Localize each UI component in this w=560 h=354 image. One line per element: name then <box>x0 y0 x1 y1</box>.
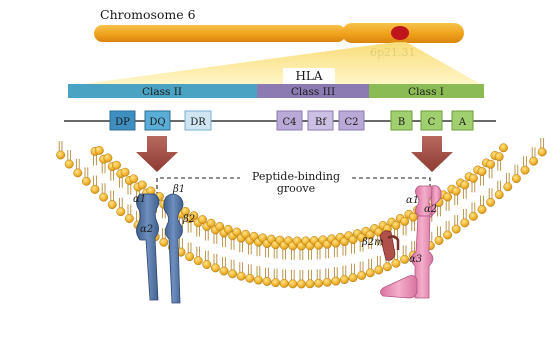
lipid-head <box>521 166 529 174</box>
chromosome-short-arm <box>94 25 346 42</box>
gene-c2: C2 <box>344 117 359 128</box>
class-i-arrow <box>411 136 453 172</box>
lipid-head <box>220 267 228 275</box>
lipid-head <box>340 275 348 283</box>
groove-label-line2: groove <box>276 182 316 195</box>
chromosome-title: Chromosome 6 <box>100 7 196 22</box>
lipid-head <box>461 181 469 189</box>
lipid-head <box>263 277 271 285</box>
class-ii-label: Class II <box>141 86 183 98</box>
lipid-head <box>461 219 469 227</box>
class-ii-alpha-chain <box>136 194 159 300</box>
lipid-head <box>306 280 314 288</box>
class-i-label: Class I <box>408 86 444 98</box>
class-ii-beta2-label: β2 <box>183 214 196 225</box>
lipid-head <box>366 269 374 277</box>
lipid-head <box>91 185 99 193</box>
lipid-head <box>125 214 133 222</box>
lipid-head <box>237 272 245 280</box>
lipid-head <box>349 274 357 282</box>
b2m-label: β2m <box>362 237 384 248</box>
lipid-head <box>383 263 391 271</box>
gene-c4: C4 <box>282 117 297 128</box>
lipid-head <box>56 151 64 159</box>
zoom-fan <box>68 42 484 86</box>
lipid-head <box>538 148 546 156</box>
lipid-head <box>211 264 219 272</box>
lipid-head <box>271 279 279 287</box>
lipid-head <box>499 144 507 152</box>
lipid-head <box>104 154 112 162</box>
lipid-head <box>228 270 236 278</box>
lipid-head <box>314 279 322 287</box>
lipid-head <box>74 169 82 177</box>
lipid-head <box>375 266 383 274</box>
band-marker <box>391 26 409 40</box>
class-ii-molecule <box>136 194 183 303</box>
groove-line-left <box>157 178 240 196</box>
groove-label-line1: Peptide-binding <box>252 170 340 183</box>
class-ii-alpha1-label: α1 <box>133 194 147 205</box>
lipid-head <box>185 252 193 260</box>
lipid-head <box>495 153 503 161</box>
lipid-head <box>160 238 168 246</box>
lipid-head <box>99 193 107 201</box>
class-ii-arrow <box>136 136 178 172</box>
lipid-head <box>478 205 486 213</box>
lipid-head <box>194 257 202 265</box>
lipid-head <box>108 200 116 208</box>
lipid-head <box>95 146 103 154</box>
lipid-head <box>357 271 365 279</box>
lipid-head <box>478 167 486 175</box>
lipid-head <box>138 181 146 189</box>
gene-bf: Bf <box>314 117 327 128</box>
lipid-head <box>486 198 494 206</box>
lipid-head <box>409 213 417 221</box>
gene-dr: DR <box>190 117 206 128</box>
gene-a: A <box>458 117 467 128</box>
class-i-alpha2-label: α2 <box>424 204 438 215</box>
lipid-head <box>246 274 254 282</box>
class-ii-alpha2-label: α2 <box>140 224 154 235</box>
class-i-membrane-anchor <box>381 276 418 299</box>
lipid-head <box>280 279 288 287</box>
lipid-head <box>254 276 262 284</box>
lipid-bilayer <box>56 138 546 288</box>
lipid-head <box>117 208 125 216</box>
lipid-head <box>82 177 90 185</box>
gene-dp: DP <box>115 117 130 128</box>
lipid-head <box>400 255 408 263</box>
lipid-head <box>504 183 512 191</box>
lipid-head <box>392 259 400 267</box>
lipid-head <box>512 174 520 182</box>
lipid-head <box>203 260 211 268</box>
lipid-head <box>323 278 331 286</box>
lipid-head <box>469 174 477 182</box>
lipid-head <box>469 212 477 220</box>
lipid-head <box>452 187 460 195</box>
hla-label: HLA <box>295 69 323 83</box>
lipid-head <box>435 236 443 244</box>
class-i-alpha3-label: α3 <box>409 254 423 265</box>
lipid-head <box>443 231 451 239</box>
lipid-head <box>443 193 451 201</box>
lipid-head <box>495 191 503 199</box>
lipid-head <box>130 175 138 183</box>
lipid-head <box>289 280 297 288</box>
gene-dq: DQ <box>149 117 166 128</box>
lipid-head <box>121 168 129 176</box>
lipid-head <box>332 277 340 285</box>
lipid-head <box>65 160 73 168</box>
gene-b: B <box>397 117 406 128</box>
lipid-head <box>112 161 120 169</box>
lipid-head <box>486 160 494 168</box>
chromosome <box>94 23 464 43</box>
class-iii-label: Class III <box>290 86 336 98</box>
class-ii-beta1-label: β1 <box>173 184 186 195</box>
gene-c: C <box>427 117 436 128</box>
lipid-head <box>452 225 460 233</box>
lipid-head <box>529 157 537 165</box>
class-i-alpha1-label: α1 <box>406 195 420 206</box>
lipid-head <box>297 280 305 288</box>
